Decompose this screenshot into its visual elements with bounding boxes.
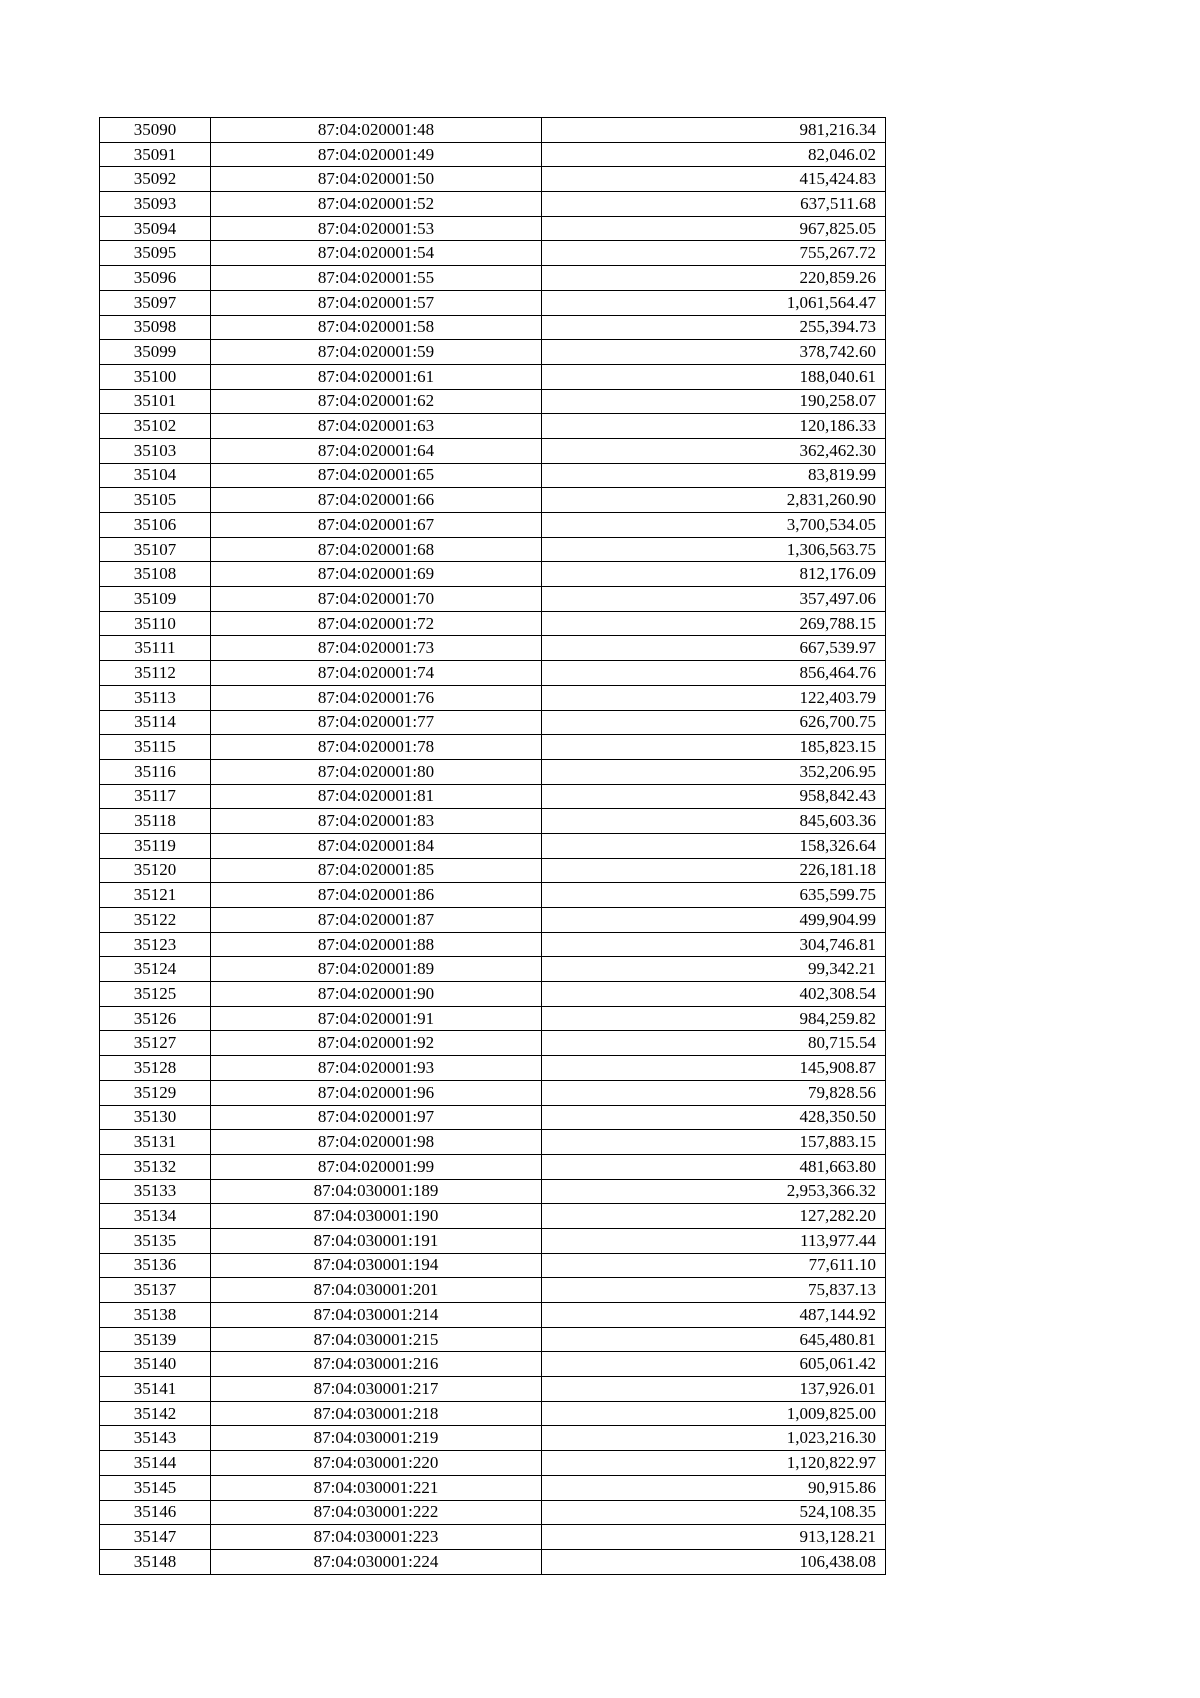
cadastral-number-cell: 87:04:020001:59 — [211, 340, 542, 365]
value-cell: 958,842.43 — [542, 784, 886, 809]
table-row — [100, 1426, 886, 1451]
table-row — [100, 513, 886, 538]
table-row — [100, 488, 886, 513]
row-number-cell: 35118 — [100, 809, 211, 834]
value-cell: 185,823.15 — [542, 735, 886, 760]
table-row — [100, 636, 886, 661]
value-cell: 75,837.13 — [542, 1278, 886, 1303]
cadastral-number-cell: 87:04:020001:81 — [211, 784, 542, 809]
row-number-cell: 35142 — [100, 1401, 211, 1426]
row-number-cell: 35141 — [100, 1377, 211, 1402]
row-number-cell: 35135 — [100, 1228, 211, 1253]
cadastral-number-cell: 87:04:020001:97 — [211, 1105, 542, 1130]
value-cell: 2,953,366.32 — [542, 1179, 886, 1204]
cadastral-number-cell: 87:04:020001:92 — [211, 1031, 542, 1056]
value-cell: 255,394.73 — [542, 315, 886, 340]
row-number-cell: 35091 — [100, 142, 211, 167]
value-cell: 1,120,822.97 — [542, 1451, 886, 1476]
value-cell: 188,040.61 — [542, 364, 886, 389]
value-cell: 499,904.99 — [542, 908, 886, 933]
value-cell: 120,186.33 — [542, 414, 886, 439]
table-row — [100, 957, 886, 982]
table-row — [100, 710, 886, 735]
cadastral-number-cell: 87:04:020001:50 — [211, 167, 542, 192]
value-cell: 402,308.54 — [542, 982, 886, 1007]
table-row — [100, 1031, 886, 1056]
row-number-cell: 35103 — [100, 438, 211, 463]
table-row — [100, 340, 886, 365]
value-cell: 524,108.35 — [542, 1500, 886, 1525]
row-number-cell: 35133 — [100, 1179, 211, 1204]
cadastral-number-cell: 87:04:030001:218 — [211, 1401, 542, 1426]
row-number-cell: 35139 — [100, 1327, 211, 1352]
row-number-cell: 35110 — [100, 611, 211, 636]
row-number-cell: 35109 — [100, 587, 211, 612]
cadastral-number-cell: 87:04:030001:222 — [211, 1500, 542, 1525]
cadastral-number-cell: 87:04:020001:64 — [211, 438, 542, 463]
row-number-cell: 35096 — [100, 266, 211, 291]
table-row — [100, 1377, 886, 1402]
cadastral-number-cell: 87:04:030001:221 — [211, 1475, 542, 1500]
value-cell: 626,700.75 — [542, 710, 886, 735]
table-row — [100, 1278, 886, 1303]
table-row — [100, 1179, 886, 1204]
value-cell: 635,599.75 — [542, 883, 886, 908]
value-cell: 1,009,825.00 — [542, 1401, 886, 1426]
cadastral-number-cell: 87:04:030001:220 — [211, 1451, 542, 1476]
value-cell: 304,746.81 — [542, 932, 886, 957]
value-cell: 856,464.76 — [542, 661, 886, 686]
cadastral-number-cell: 87:04:020001:76 — [211, 685, 542, 710]
value-cell: 845,603.36 — [542, 809, 886, 834]
value-cell: 106,438.08 — [542, 1549, 886, 1574]
cadastral-number-cell: 87:04:020001:88 — [211, 932, 542, 957]
value-cell: 1,306,563.75 — [542, 537, 886, 562]
value-cell: 415,424.83 — [542, 167, 886, 192]
value-cell: 352,206.95 — [542, 759, 886, 784]
value-cell: 157,883.15 — [542, 1130, 886, 1155]
value-cell: 113,977.44 — [542, 1228, 886, 1253]
value-cell: 667,539.97 — [542, 636, 886, 661]
cadastral-number-cell: 87:04:020001:87 — [211, 908, 542, 933]
table-row — [100, 537, 886, 562]
cadastral-number-cell: 87:04:030001:189 — [211, 1179, 542, 1204]
cadastral-number-cell: 87:04:020001:48 — [211, 118, 542, 143]
cadastral-number-cell: 87:04:020001:85 — [211, 858, 542, 883]
value-cell: 1,061,564.47 — [542, 290, 886, 315]
table-row — [100, 784, 886, 809]
cadastral-number-cell: 87:04:020001:74 — [211, 661, 542, 686]
row-number-cell: 35124 — [100, 957, 211, 982]
cadastral-number-cell: 87:04:020001:91 — [211, 1006, 542, 1031]
value-cell: 127,282.20 — [542, 1204, 886, 1229]
row-number-cell: 35115 — [100, 735, 211, 760]
table-row — [100, 118, 886, 143]
cadastral-number-cell: 87:04:020001:99 — [211, 1154, 542, 1179]
cadastral-number-cell: 87:04:030001:224 — [211, 1549, 542, 1574]
cadastral-number-cell: 87:04:020001:54 — [211, 241, 542, 266]
row-number-cell: 35105 — [100, 488, 211, 513]
value-cell: 755,267.72 — [542, 241, 886, 266]
row-number-cell: 35130 — [100, 1105, 211, 1130]
table-row — [100, 587, 886, 612]
table-row — [100, 1303, 886, 1328]
value-cell: 99,342.21 — [542, 957, 886, 982]
row-number-cell: 35102 — [100, 414, 211, 439]
row-number-cell: 35128 — [100, 1056, 211, 1081]
row-number-cell: 35144 — [100, 1451, 211, 1476]
row-number-cell: 35116 — [100, 759, 211, 784]
table-row — [100, 1228, 886, 1253]
row-number-cell: 35095 — [100, 241, 211, 266]
cadastral-number-cell: 87:04:020001:73 — [211, 636, 542, 661]
table-row — [100, 216, 886, 241]
table-row — [100, 858, 886, 883]
row-number-cell: 35104 — [100, 463, 211, 488]
table-row — [100, 833, 886, 858]
row-number-cell: 35099 — [100, 340, 211, 365]
cadastral-number-cell: 87:04:030001:194 — [211, 1253, 542, 1278]
table-row — [100, 1525, 886, 1550]
row-number-cell: 35145 — [100, 1475, 211, 1500]
cadastral-number-cell: 87:04:030001:191 — [211, 1228, 542, 1253]
cadastral-number-cell: 87:04:020001:80 — [211, 759, 542, 784]
row-number-cell: 35112 — [100, 661, 211, 686]
table-row — [100, 389, 886, 414]
value-cell: 637,511.68 — [542, 192, 886, 217]
table-row — [100, 315, 886, 340]
value-cell: 428,350.50 — [542, 1105, 886, 1130]
cadastral-number-cell: 87:04:020001:86 — [211, 883, 542, 908]
row-number-cell: 35134 — [100, 1204, 211, 1229]
table-row — [100, 463, 886, 488]
row-number-cell: 35106 — [100, 513, 211, 538]
table-row — [100, 290, 886, 315]
cadastral-number-cell: 87:04:020001:55 — [211, 266, 542, 291]
cadastral-number-cell: 87:04:020001:98 — [211, 1130, 542, 1155]
table-row — [100, 1475, 886, 1500]
value-cell: 80,715.54 — [542, 1031, 886, 1056]
cadastral-number-cell: 87:04:020001:70 — [211, 587, 542, 612]
row-number-cell: 35122 — [100, 908, 211, 933]
value-cell: 605,061.42 — [542, 1352, 886, 1377]
value-cell: 190,258.07 — [542, 389, 886, 414]
value-cell: 3,700,534.05 — [542, 513, 886, 538]
row-number-cell: 35097 — [100, 290, 211, 315]
cadastral-number-cell: 87:04:030001:219 — [211, 1426, 542, 1451]
cadastral-number-cell: 87:04:020001:65 — [211, 463, 542, 488]
cadastral-number-cell: 87:04:020001:61 — [211, 364, 542, 389]
table-row — [100, 982, 886, 1007]
row-number-cell: 35093 — [100, 192, 211, 217]
value-cell: 90,915.86 — [542, 1475, 886, 1500]
table-row — [100, 241, 886, 266]
cadastral-number-cell: 87:04:020001:78 — [211, 735, 542, 760]
table-row — [100, 192, 886, 217]
table-row — [100, 685, 886, 710]
row-number-cell: 35138 — [100, 1303, 211, 1328]
cadastral-number-cell: 87:04:020001:83 — [211, 809, 542, 834]
table-row — [100, 142, 886, 167]
table-row — [100, 1401, 886, 1426]
table-row — [100, 1080, 886, 1105]
table-row — [100, 1253, 886, 1278]
table-row — [100, 883, 886, 908]
value-cell: 83,819.99 — [542, 463, 886, 488]
cadastral-number-cell: 87:04:030001:223 — [211, 1525, 542, 1550]
value-cell: 984,259.82 — [542, 1006, 886, 1031]
value-cell: 487,144.92 — [542, 1303, 886, 1328]
table-row — [100, 1549, 886, 1574]
cadastral-number-cell: 87:04:020001:53 — [211, 216, 542, 241]
table-row — [100, 932, 886, 957]
table-row — [100, 1105, 886, 1130]
row-number-cell: 35121 — [100, 883, 211, 908]
table-row — [100, 661, 886, 686]
row-number-cell: 35136 — [100, 1253, 211, 1278]
table-row — [100, 1327, 886, 1352]
row-number-cell: 35101 — [100, 389, 211, 414]
cadastral-number-cell: 87:04:030001:215 — [211, 1327, 542, 1352]
cadastral-number-cell: 87:04:030001:216 — [211, 1352, 542, 1377]
table-row — [100, 908, 886, 933]
cadastral-number-cell: 87:04:020001:58 — [211, 315, 542, 340]
cadastral-number-cell: 87:04:020001:63 — [211, 414, 542, 439]
value-cell: 269,788.15 — [542, 611, 886, 636]
value-cell: 967,825.05 — [542, 216, 886, 241]
row-number-cell: 35123 — [100, 932, 211, 957]
table-row — [100, 1154, 886, 1179]
cadastral-number-cell: 87:04:020001:96 — [211, 1080, 542, 1105]
table-row — [100, 1006, 886, 1031]
value-cell: 226,181.18 — [542, 858, 886, 883]
row-number-cell: 35100 — [100, 364, 211, 389]
cadastral-number-cell: 87:04:020001:93 — [211, 1056, 542, 1081]
value-cell: 981,216.34 — [542, 118, 886, 143]
value-cell: 378,742.60 — [542, 340, 886, 365]
value-cell: 362,462.30 — [542, 438, 886, 463]
row-number-cell: 35146 — [100, 1500, 211, 1525]
table-row — [100, 611, 886, 636]
cadastral-number-cell: 87:04:020001:90 — [211, 982, 542, 1007]
table-row — [100, 1130, 886, 1155]
value-cell: 145,908.87 — [542, 1056, 886, 1081]
row-number-cell: 35120 — [100, 858, 211, 883]
cadastral-number-cell: 87:04:020001:69 — [211, 562, 542, 587]
row-number-cell: 35119 — [100, 833, 211, 858]
row-number-cell: 35111 — [100, 636, 211, 661]
data-table — [99, 117, 886, 1575]
value-cell: 481,663.80 — [542, 1154, 886, 1179]
row-number-cell: 35129 — [100, 1080, 211, 1105]
value-cell: 158,326.64 — [542, 833, 886, 858]
cadastral-number-cell: 87:04:020001:49 — [211, 142, 542, 167]
cadastral-number-cell: 87:04:030001:201 — [211, 1278, 542, 1303]
table-row — [100, 167, 886, 192]
table-row — [100, 1204, 886, 1229]
cadastral-number-cell: 87:04:020001:52 — [211, 192, 542, 217]
value-cell: 220,859.26 — [542, 266, 886, 291]
table-row — [100, 562, 886, 587]
row-number-cell: 35137 — [100, 1278, 211, 1303]
cadastral-number-cell: 87:04:020001:62 — [211, 389, 542, 414]
row-number-cell: 35126 — [100, 1006, 211, 1031]
value-cell: 79,828.56 — [542, 1080, 886, 1105]
table-row — [100, 1056, 886, 1081]
cadastral-number-cell: 87:04:020001:57 — [211, 290, 542, 315]
cadastral-number-cell: 87:04:030001:217 — [211, 1377, 542, 1402]
value-cell: 645,480.81 — [542, 1327, 886, 1352]
row-number-cell: 35092 — [100, 167, 211, 192]
cadastral-number-cell: 87:04:020001:68 — [211, 537, 542, 562]
cadastral-number-cell: 87:04:020001:84 — [211, 833, 542, 858]
row-number-cell: 35140 — [100, 1352, 211, 1377]
value-cell: 812,176.09 — [542, 562, 886, 587]
table-row — [100, 735, 886, 760]
table-row — [100, 759, 886, 784]
table-row — [100, 1451, 886, 1476]
table-row — [100, 809, 886, 834]
table-row — [100, 414, 886, 439]
cadastral-number-cell: 87:04:020001:77 — [211, 710, 542, 735]
table-row — [100, 438, 886, 463]
row-number-cell: 35131 — [100, 1130, 211, 1155]
row-number-cell: 35107 — [100, 537, 211, 562]
cadastral-number-cell: 87:04:030001:214 — [211, 1303, 542, 1328]
row-number-cell: 35094 — [100, 216, 211, 241]
table-row — [100, 1500, 886, 1525]
row-number-cell: 35098 — [100, 315, 211, 340]
cadastral-number-cell: 87:04:020001:66 — [211, 488, 542, 513]
cadastral-number-cell: 87:04:020001:89 — [211, 957, 542, 982]
table-row — [100, 266, 886, 291]
row-number-cell: 35090 — [100, 118, 211, 143]
table-body — [100, 118, 886, 1575]
row-number-cell: 35147 — [100, 1525, 211, 1550]
value-cell: 2,831,260.90 — [542, 488, 886, 513]
value-cell: 122,403.79 — [542, 685, 886, 710]
value-cell: 82,046.02 — [542, 142, 886, 167]
row-number-cell: 35143 — [100, 1426, 211, 1451]
row-number-cell: 35114 — [100, 710, 211, 735]
row-number-cell: 35148 — [100, 1549, 211, 1574]
cadastral-number-cell: 87:04:020001:72 — [211, 611, 542, 636]
table-row — [100, 364, 886, 389]
row-number-cell: 35125 — [100, 982, 211, 1007]
row-number-cell: 35113 — [100, 685, 211, 710]
row-number-cell: 35127 — [100, 1031, 211, 1056]
row-number-cell: 35108 — [100, 562, 211, 587]
row-number-cell: 35132 — [100, 1154, 211, 1179]
value-cell: 1,023,216.30 — [542, 1426, 886, 1451]
value-cell: 77,611.10 — [542, 1253, 886, 1278]
cadastral-number-cell: 87:04:020001:67 — [211, 513, 542, 538]
value-cell: 357,497.06 — [542, 587, 886, 612]
value-cell: 137,926.01 — [542, 1377, 886, 1402]
table-row — [100, 1352, 886, 1377]
row-number-cell: 35117 — [100, 784, 211, 809]
value-cell: 913,128.21 — [542, 1525, 886, 1550]
cadastral-number-cell: 87:04:030001:190 — [211, 1204, 542, 1229]
